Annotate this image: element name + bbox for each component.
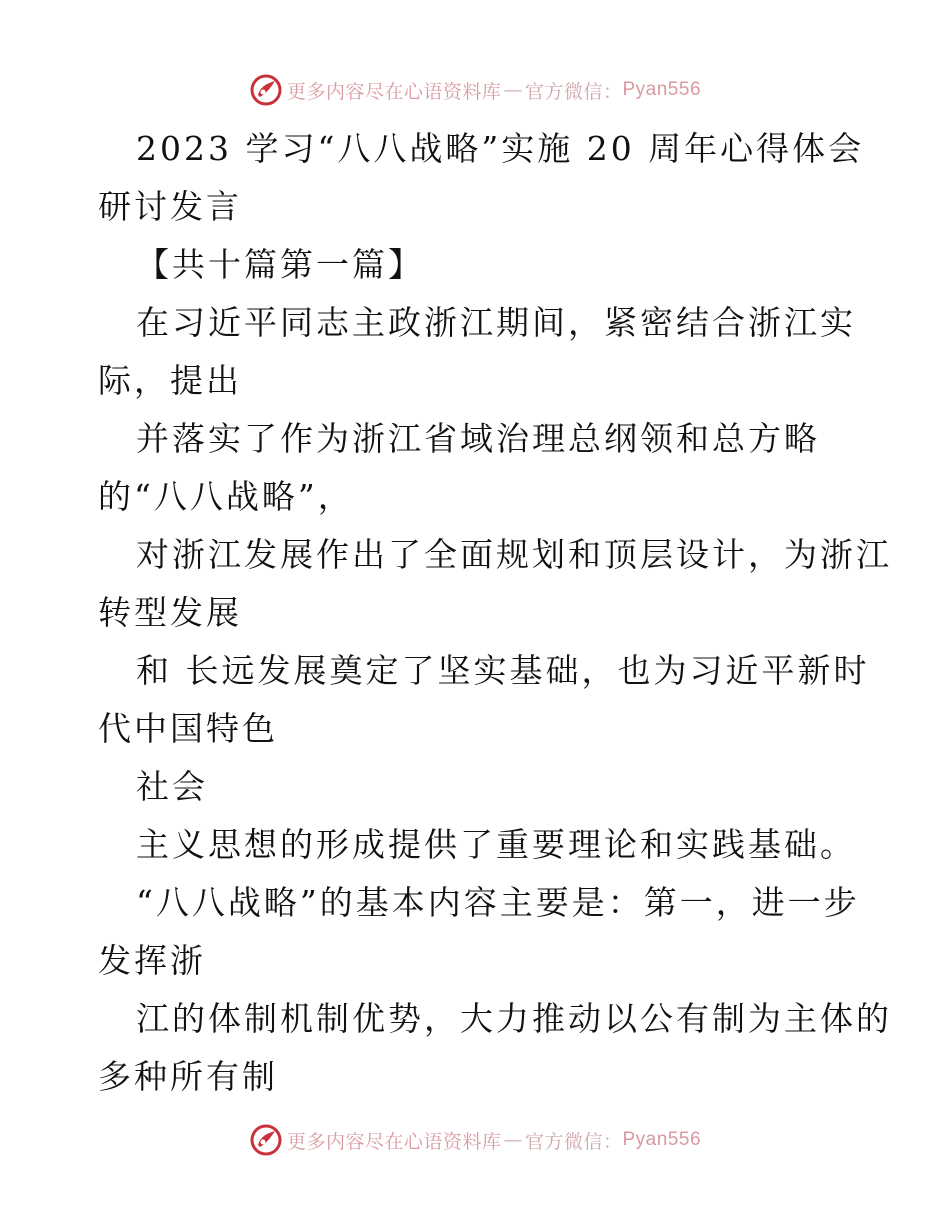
text-line: 和 长远发展奠定了坚实基础，也为习近平新时 — [136, 651, 870, 690]
text-line: 社会 — [136, 767, 208, 806]
text-line: 际，提出 — [98, 361, 242, 400]
watermark-label: 官方微信： — [524, 1130, 623, 1153]
header-watermark — [0, 70, 950, 110]
document-body — [98, 120, 892, 1106]
text-line: 在习近平同志主政浙江期间，紧密结合浙江实 — [136, 303, 856, 342]
text-line: 并落实了作为浙江省域治理总纲领和总方略 — [136, 419, 820, 458]
watermark-id: Pyan556 — [622, 79, 702, 100]
text-line: 发挥浙 — [98, 941, 206, 980]
text-line: 对浙江发展作出了全面规划和顶层设计，为浙江 — [136, 535, 892, 574]
watermark-label: 官方微信： — [524, 80, 623, 103]
watermark-id: Pyan556 — [622, 1129, 702, 1150]
text-line: 研讨发言 — [98, 187, 242, 226]
footer-watermark — [0, 1120, 950, 1160]
logo-icon — [249, 73, 283, 107]
watermark-separator: — — [503, 79, 523, 101]
text-line: 转型发展 — [98, 593, 242, 632]
watermark-text: 更多内容尽在心语资料库 — [286, 1130, 502, 1153]
watermark-text: 更多内容尽在心语资料库 — [286, 80, 502, 103]
text-line: 代中国特色 — [98, 709, 278, 748]
text-line: 2023 学习“八八战略”实施 20 周年心得体会 — [136, 129, 865, 168]
logo-icon — [249, 1123, 283, 1157]
text-line: 主义思想的形成提供了重要理论和实践基础。 — [136, 825, 856, 864]
text-line: 【共十篇第一篇】 — [136, 245, 424, 284]
watermark-separator: — — [503, 1129, 523, 1151]
text-line: “八八战略”的基本内容主要是：第一，进一步 — [136, 883, 860, 922]
text-line: 的“八八战略”， — [98, 477, 354, 516]
text-line: 多种所有制 — [98, 1057, 278, 1096]
text-line: 江的体制机制优势，大力推动以公有制为主体的 — [136, 999, 892, 1038]
